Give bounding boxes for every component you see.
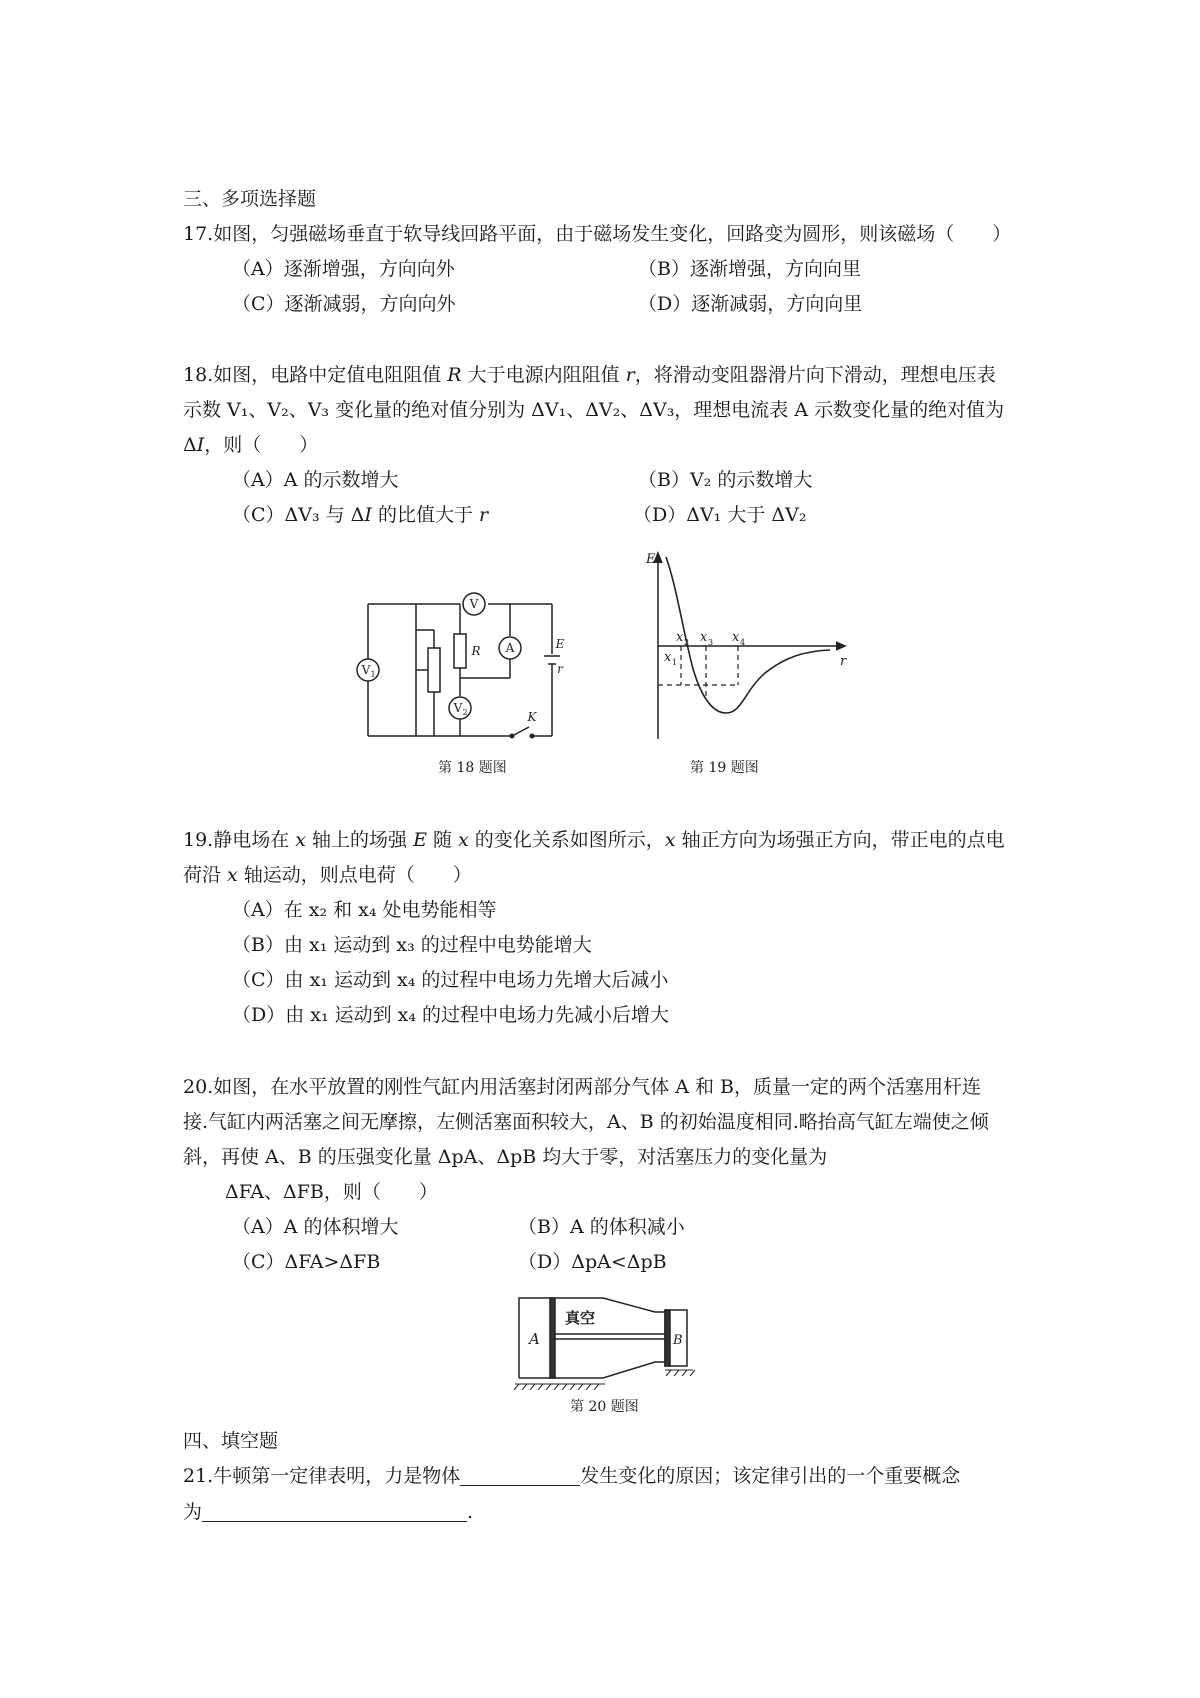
question-18-line2: 示数 V₁、V₂、V₃ 变化量的绝对值分别为 ΔV₁、ΔV₂、ΔV₃，理想电流表 A 示数变化量的绝对值为 [183,399,1005,421]
section-heading: 三、多项选择题 [183,188,317,210]
gas-b-label: B [673,1333,683,1348]
q17-option-a: （A）逐渐增强，方向向外 [232,258,455,280]
question-20-line2: 接.气缸内两活塞之间无摩擦，左侧活塞面积较大，A、B 的初始温度相同.略抬高气缸左端使之倾 [183,1111,989,1133]
voltmeter-label: V [469,597,479,611]
question-20-line3: 斜，再使 A、B 的压强变化量 ΔpA、ΔpB 均大于零，对活塞压力的变化量为 [183,1146,828,1168]
emf-label: E [555,637,565,651]
q19-option-c: （C）由 x₁ 运动到 x₄ 的过程中电场力先增大后减小 [232,969,669,991]
svg-text:x: x [732,630,740,645]
question-19-line1: 19.静电场在 x 轴上的场强 E 随 x 的变化关系如图所示，x 轴正方向为场强正方向，带正电的点电 [183,829,1005,851]
q18-option-a: （A）A 的示数增大 [232,469,399,491]
q19-option-b: （B）由 x₁ 运动到 x₃ 的过程中电势能增大 [232,934,592,956]
svg-text:1: 1 [672,658,678,667]
figure-19-graph [630,545,860,745]
q20-option-d: （D）ΔpA<ΔpB [518,1251,667,1273]
q17-option-b: （B）逐渐增强，方向向里 [638,258,861,280]
q20-option-a: （A）A 的体积增大 [232,1216,399,1238]
q19-option-d: （D）由 x₁ 运动到 x₄ 的过程中电场力先减小后增大 [232,1004,670,1026]
switch-label: K [527,710,537,724]
svg-text:x: x [664,650,672,665]
e-axis-label: E [646,552,656,567]
q17-option-d: （D）逐渐减弱，方向向里 [638,293,863,315]
q18-option-d: （D）ΔV₁ 大于 ΔV₂ [633,504,807,526]
question-21-line2: 为 . [183,1501,474,1523]
svg-text:x: x [676,630,684,645]
gas-a-label: A [529,1330,540,1348]
q20-option-c: （C）ΔFA>ΔFB [232,1251,381,1273]
internal-resistance-label: r [557,662,563,676]
figure-20-cylinder [505,1290,705,1390]
q18-option-b: （B）V₂ 的示数增大 [638,469,813,491]
svg-text:x: x [700,630,708,645]
svg-text:2: 2 [684,638,690,647]
section-heading: 四、填空题 [183,1430,279,1452]
ammeter-label: A [505,641,515,655]
q20-option-b: （B）A 的体积减小 [518,1216,685,1238]
answer-blank-2[interactable] [202,1501,467,1522]
voltmeter-2-label: V [453,701,463,715]
question-20-line1: 20.如图，在水平放置的刚性气缸内用活塞封闭两部分气体 A 和 B，质量一定的两个活塞用杆连 [183,1076,982,1098]
figure-18-caption: 第 18 题图 [438,760,507,776]
voltmeter-1-label: V [361,663,371,677]
svg-text:1: 1 [370,670,376,679]
question-21-line1: 21.牛顿第一定律表明，力是物体 发生变化的原因；该定律引出的一个重要概念 [183,1465,961,1487]
r-axis-label: r [840,654,847,669]
question-18-line3: ΔI，则（ ） [183,434,319,456]
svg-text:2: 2 [462,708,468,717]
question-19-line2: 荷沿 x 轴运动，则点电荷（ ） [183,864,472,886]
vacuum-label: 真空 [565,1309,596,1327]
q18-option-c: （C）ΔV₃ 与 ΔI 的比值大于 r [232,504,489,526]
svg-text:3: 3 [708,638,714,647]
figure-20-caption: 第 20 题图 [570,1399,639,1415]
q19-option-a: （A）在 x₂ 和 x₄ 处电势能相等 [232,899,497,921]
question-20-line4: ΔFA、ΔFB，则（ ） [225,1181,438,1203]
answer-blank-1[interactable] [460,1465,580,1486]
figure-18-circuit [340,590,570,750]
question-18-line1: 18.如图，电路中定值电阻阻值 R 大于电源内阻阻值 r，将滑动变阻器滑片向下滑动，理想电压表 [183,364,996,386]
svg-text:4: 4 [740,638,746,647]
q17-option-c: （C）逐渐减弱，方向向外 [232,293,456,315]
figure-19-caption: 第 19 题图 [690,760,759,776]
resistor-label: R [471,644,481,658]
question-17-stem: 17.如图，匀强磁场垂直于软导线回路平面，由于磁场发生变化，回路变为圆形，则该磁场（ ） [183,223,1012,245]
